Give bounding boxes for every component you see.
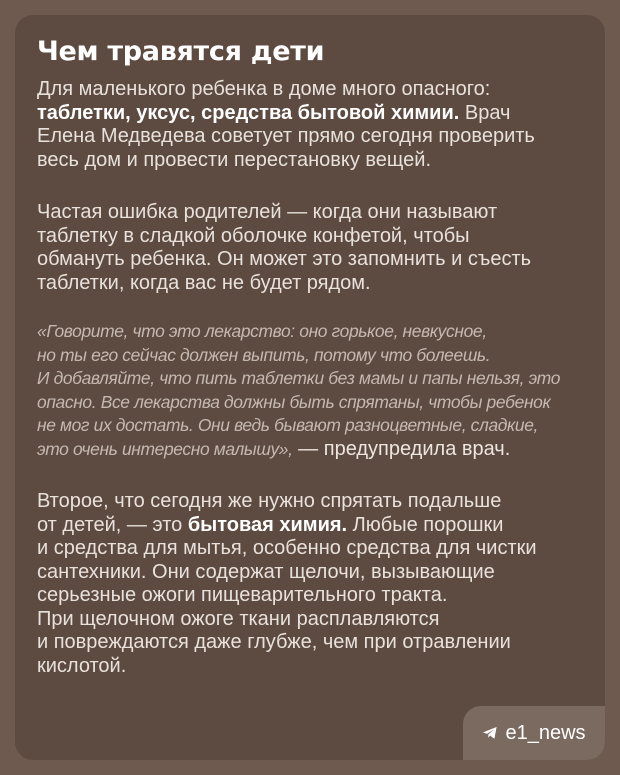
telegram-icon (482, 725, 498, 741)
text-line: весь дом и провести перестановку вещей. (37, 148, 432, 171)
text-line: обмануть ребенка. Он может это запомнить и съесть (37, 248, 532, 270)
text-line: Для маленького ребенка в доме много опасного: (37, 78, 491, 100)
text-line: таблетку в сладкой оболочке конфетой, чтобы (37, 224, 470, 247)
text-line: При щелочном ожоге ткани расплавляются (37, 607, 440, 630)
quote-end: это очень интересно малышу», (37, 438, 293, 459)
quote-line: но ты его сейчас должен выпить, потому что болеешь. (37, 344, 491, 365)
quote-line: опасно. Все лекарства должны быть спрятаны, чтобы ребенок (37, 391, 551, 412)
text-span: от детей, — это (37, 513, 188, 536)
article-title: Чем травятся дети (37, 36, 325, 67)
text-line: и средства для мытья, особенно средства для чистки (37, 537, 537, 559)
text-line (37, 514, 593, 538)
channel-name: e1_news (505, 721, 586, 744)
text-line: Елена Медведева советует прямо сегодня проверить (37, 125, 535, 147)
paragraph-intro (37, 78, 593, 172)
quote-line (37, 438, 593, 462)
text-span: Врач (459, 101, 511, 124)
text-line: сантехники. Они содержат щелочи, вызывающие (37, 560, 495, 583)
bold-text: таблетки, уксус, средства бытовой химии. (37, 101, 460, 124)
channel-badge[interactable] (463, 706, 605, 760)
quote-attribution: — предупредила врач. (292, 437, 511, 460)
text-line (37, 102, 593, 126)
text-line: Частая ошибка родителей — когда они называют (37, 201, 498, 223)
paragraph-mistake (37, 201, 593, 295)
text-line: кислотой. (37, 654, 127, 677)
quote-line: не мог их достать. Они ведь бывают разноцветные, сладкие, (37, 415, 539, 436)
text-line: таблетки, когда вас не будет рядом. (37, 271, 371, 294)
text-line: и повреждаются даже глубже, чем при отравлении (37, 631, 511, 653)
article-card (15, 15, 605, 760)
quote-line: И добавляйте, что пить таблетки без мамы и папы нельзя, это (37, 368, 561, 389)
paragraph-chemicals (37, 490, 593, 678)
quote-line: «Говорите, что это лекарство: оно горькое, невкусное, (37, 321, 487, 341)
bold-text: бытовая химия. (187, 513, 348, 536)
text-line: Второе, что сегодня же нужно спрятать подальше (37, 490, 502, 512)
text-span: Любые порошки (347, 513, 504, 536)
text-line: серьезные ожоги пищеварительного тракта. (37, 584, 448, 606)
doctor-quote (37, 320, 593, 462)
